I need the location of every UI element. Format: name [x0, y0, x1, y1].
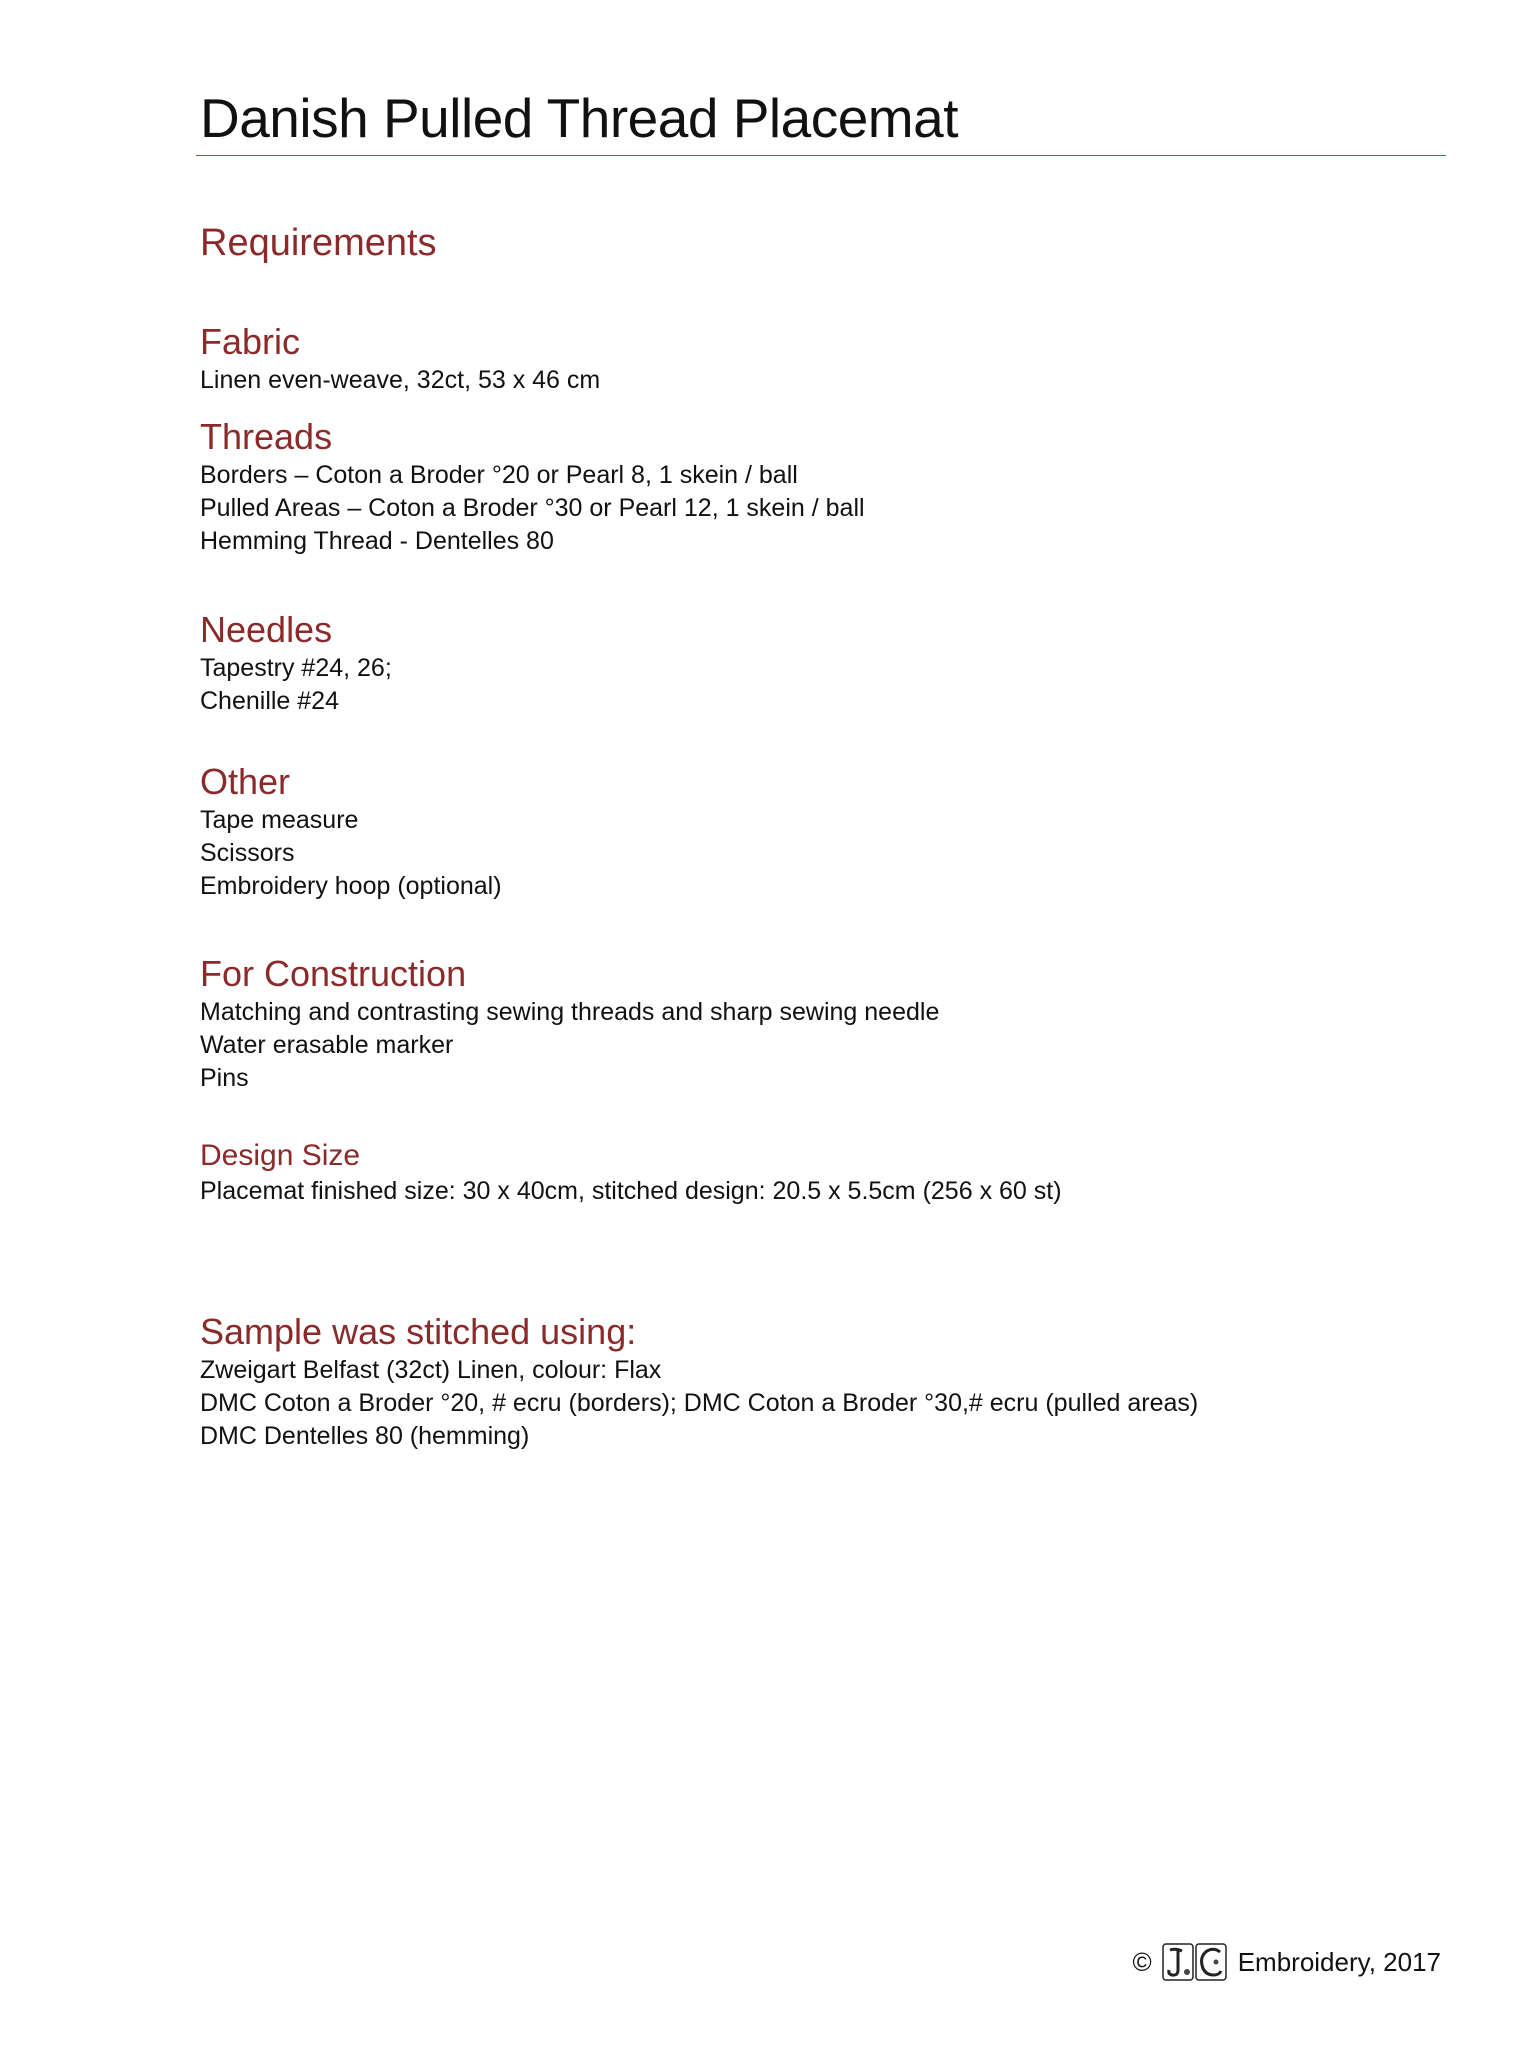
- sample-section: [200, 1310, 1198, 1453]
- section-line: DMC Dentelles 80 (hemming): [200, 1422, 530, 1450]
- section-line: Water erasable marker: [200, 1031, 454, 1059]
- footer-text: Embroidery, 2017: [1237, 1946, 1441, 1977]
- section-line: Matching and contrasting sewing threads and sharp sewing needle: [200, 998, 940, 1026]
- section-line: Linen even-weave, 32ct, 53 x 46 cm: [200, 366, 601, 394]
- copyright-footer: [1133, 1942, 1441, 1982]
- section-line: Pulled Areas – Coton a Broder °30 or Pearl 12, 1 skein / ball: [200, 494, 865, 522]
- threads-section: [200, 415, 865, 558]
- section-lines: [200, 652, 392, 718]
- section-title: For Construction: [200, 953, 467, 994]
- section-lines: [200, 804, 502, 903]
- section-line: Placemat finished size: 30 x 40cm, stitched design: 20.5 x 5.5cm (256 x 60 st): [200, 1177, 1062, 1205]
- needles-section: [200, 608, 392, 718]
- section-line: Borders – Coton a Broder °20 or Pearl 8, 1 skein / ball: [200, 461, 798, 489]
- section-title: Design Size: [200, 1139, 361, 1172]
- other-section: [200, 760, 502, 903]
- section-line: Hemming Thread - Dentelles 80: [200, 527, 554, 555]
- section-lines: [200, 459, 865, 558]
- section-title: Sample was stitched using:: [200, 1311, 637, 1352]
- section-title: Other: [200, 761, 291, 802]
- copyright-symbol: ©: [1132, 1946, 1152, 1977]
- section-line: DMC Coton a Broder °20, # ecru (borders); DMC Coton a Broder °30,# ecru (pulled areas): [200, 1389, 1199, 1417]
- section-line: Tapestry #24, 26;: [200, 654, 392, 682]
- construction-section: [200, 952, 939, 1095]
- design-size-section: [200, 1137, 1062, 1208]
- section-line: Zweigart Belfast (32ct) Linen, colour: Flax: [200, 1356, 662, 1384]
- section-lines: [200, 364, 600, 397]
- jc-logo-icon: [1162, 1942, 1228, 1982]
- title-divider: [196, 155, 1446, 156]
- requirements-heading: Requirements: [200, 222, 437, 264]
- section-line: Pins: [200, 1064, 249, 1092]
- section-line: Embroidery hoop (optional): [200, 872, 502, 900]
- section-title: Fabric: [200, 321, 301, 362]
- section-lines: [200, 996, 939, 1095]
- section-title: Needles: [200, 609, 333, 650]
- section-lines: [200, 1354, 1198, 1453]
- section-line: Chenille #24: [200, 687, 339, 715]
- section-line: Tape measure: [200, 806, 359, 834]
- section-line: Scissors: [200, 839, 295, 867]
- section-title: Threads: [200, 416, 333, 457]
- page-title: Danish Pulled Thread Placemat: [200, 87, 958, 149]
- section-lines: [200, 1175, 1062, 1208]
- fabric-section: [200, 320, 600, 397]
